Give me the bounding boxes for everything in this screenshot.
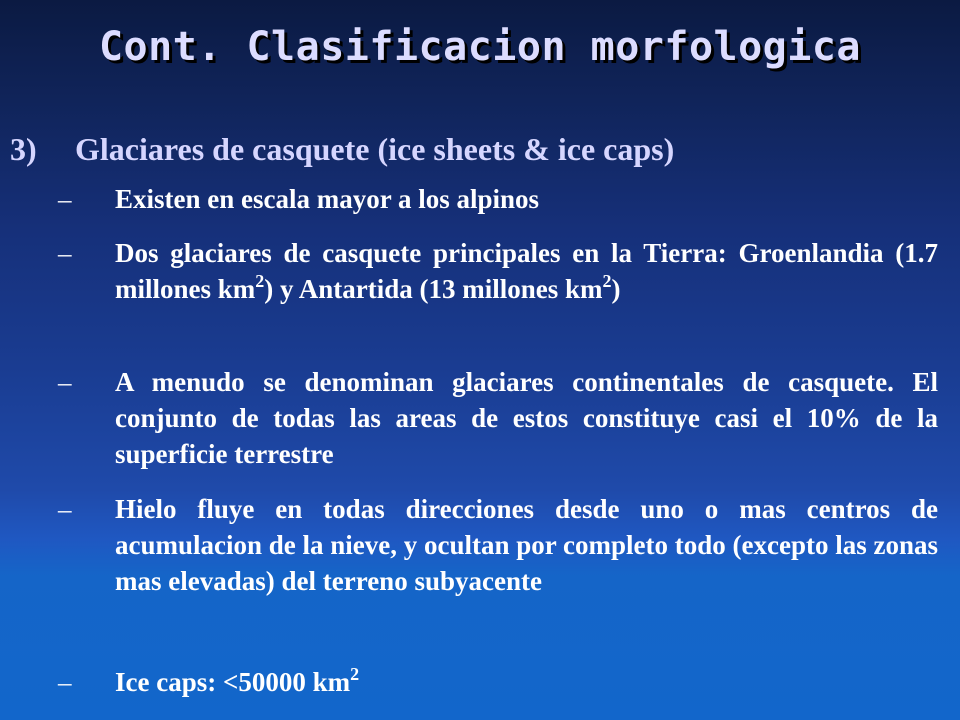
superscript: 2 <box>350 664 360 684</box>
bullet-scale <box>58 181 938 217</box>
bullet-ice-flow <box>58 491 938 599</box>
bullet-dash: – <box>58 184 72 214</box>
bullet-dash: – <box>58 494 72 524</box>
bullet-text: Hielo fluye en todas direcciones desde uno o mas centros de acumulacion de la nieve, y ocultan por completo todo (excepto las zonas mas elevadas) del terreno subyacente <box>115 494 938 596</box>
text-segment: Dos glaciares de casquete principales en la Tierra: Groenlandia (1.7 millones km <box>115 238 938 304</box>
bullet-continental <box>58 364 938 472</box>
superscript: 2 <box>255 271 265 291</box>
text-segment: Ice caps: <50000 km <box>115 667 351 697</box>
level1-item <box>10 131 930 168</box>
text-segment: ) <box>611 274 621 304</box>
bullet-main-ice-sheets <box>58 235 938 307</box>
text-segment: ) y Antartida (13 millones km <box>264 274 603 304</box>
superscript: 2 <box>602 271 612 291</box>
bullet-ice-caps <box>58 664 938 700</box>
bullet-dash: – <box>58 367 72 397</box>
bullet-dash: – <box>58 238 72 268</box>
bullet-text <box>115 235 938 307</box>
item-heading: Glaciares de casquete (ice sheets & ice caps) <box>75 131 675 167</box>
bullet-dash: – <box>58 667 72 697</box>
bullet-text <box>115 664 938 700</box>
bullet-text: Existen en escala mayor a los alpinos <box>115 184 540 214</box>
slide-title: Cont. Clasificacion morfologica <box>98 24 862 70</box>
item-number: 3) <box>10 131 37 167</box>
bullet-text: A menudo se denominan glaciares continentales de casquete. El conjunto de todas las areas de estos constituye casi el 10% de la superficie terrestre <box>115 367 938 469</box>
